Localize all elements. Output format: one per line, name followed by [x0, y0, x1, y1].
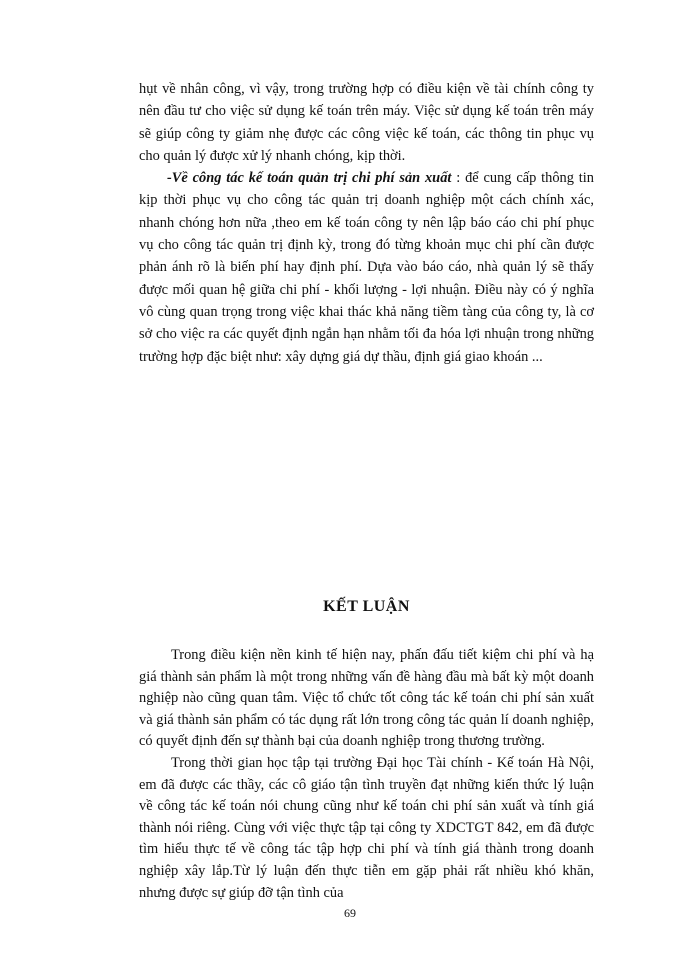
paragraph: Trong điều kiện nền kinh tế hiện nay, phấn đấu tiết kiệm chi phí và hạ giá thành sản phẩm là một trong những vấn đề hàng đầu mà bất kỳ một doanh nghiệp nào cũng quan tâm. Việc tổ chức tốt công tác kế toán chi phí sản xuất và giá thành sản phẩm có tác dụng rất lớn trong công tác quản lí doanh nghiệp, có quyết định đến sự thành bại của doanh nghiệp trong thương trường.	[139, 647, 594, 750]
page-number: 69	[344, 906, 356, 920]
body-text-conclusion	[139, 645, 594, 904]
conclusion-heading: KẾT LUẬN	[323, 598, 410, 615]
body-text-top	[139, 78, 594, 368]
paragraph: hụt về nhân công, vì vậy, trong trường hợp có điều kiện về tài chính công ty nên đầu tư cho việc sử dụng kế toán trên máy. Việc sử dụng kế toán trên máy sẽ giúp công ty giảm nhẹ được các công việc kế toán, các thông tin phục vụ cho quản lý được xử lý nhanh chóng, kịp thời.	[139, 81, 594, 164]
section-lead-label: -Về công tác kế toán quản trị chi phí sản xuất	[167, 170, 452, 187]
paragraph-body: : để cung cấp thông tin kịp thời phục vụ cho công tác quản trị doanh nghiệp một cách chính xác, nhanh chóng hơn nữa ,theo em kế toán công ty nên lập báo cáo chi phí phục vụ cho công tác quản trị định kỳ, trong đó từng khoản mục chi phí cần được phản ánh rõ là biến phí hay định phí. Dựa vào báo cáo, nhà quản lý sẽ thấy được mối quan hệ giữa chi phí - khối lượng - lợi nhuận. Điều này có ý nghĩa vô cùng quan trọng trong việc khai thác khả năng tiềm tàng của công ty, là cơ sở cho việc ra các quyết định ngắn hạn nhằm tối đa hóa lợi nhuận trong những trường hợp đặc biệt như: xây dựng giá dự thầu, định giá giao khoán ...	[139, 170, 594, 365]
paragraph	[139, 167, 594, 368]
paragraph: Trong thời gian học tập tại trường Đại học Tài chính - Kế toán Hà Nội, em đã được các thầy, các cô giáo tận tình truyền đạt những kiến thức lý luận về công tác kế toán nói chung cũng như kế toán chi phí sản xuất và tính giá thành nói riêng. Cùng với việc thực tập tại công ty XDCTGT 842, em đã được tìm hiểu thực tế về công tác tập hợp chi phí và tính giá thành trong doanh nghiệp xây lắp.Từ lý luận đến thực tiễn em gặp phải rất nhiều khó khăn, nhưng được sự giúp đỡ tận tình của	[139, 754, 594, 901]
